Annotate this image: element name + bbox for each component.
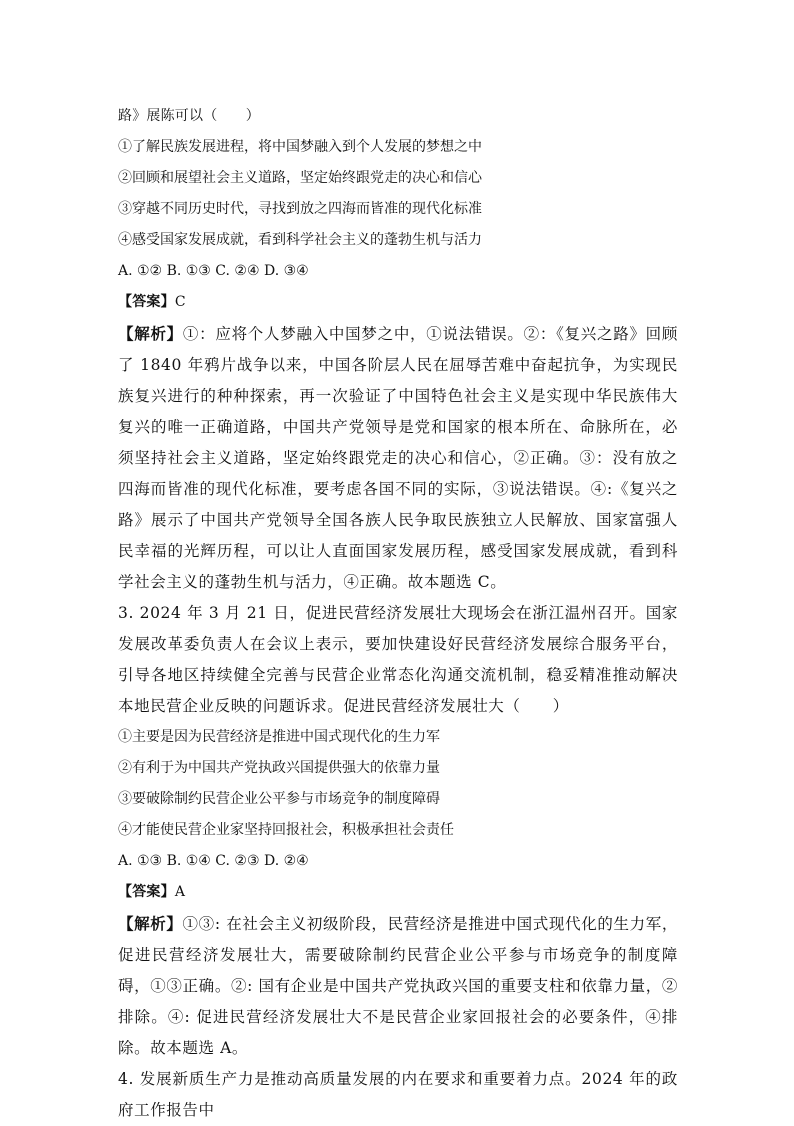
question-2-option-1: ①了解民族发展进程，将中国梦融入到个人发展的梦想之中	[118, 139, 482, 155]
question-2-option-2: ②回顾和展望社会主义道路，坚定始终跟党走的决心和信心	[118, 170, 482, 186]
question-3-analysis	[118, 908, 678, 1064]
question-3-stem: 3. 2024 年 3 月 21 日，促进民营经济发展壮大现场会在浙江温州召开。国家发展改革委负责人在会议上表示，要加快建设好民营经济发展综合服务平台，引导各地区持续健全完善与民营企业常态化沟通交流机制，稳妥精准推动解决本地民营企业反映的问题诉求。促进民营经济发展壮大（ ）	[118, 604, 678, 715]
question-3-option-3: ③要破除制约民营企业公平参与市场竞争的制度障碍	[118, 791, 440, 807]
question-4-stem: 4. 发展新质生产力是推动高质量发展的内在要求和重要着力点。2024 年的政府工作报告中	[118, 1070, 678, 1119]
question-2-option-3: ③穿越不同历史时代，寻找到放之四海而皆准的现代化标准	[118, 201, 482, 217]
question-3-answer	[118, 877, 678, 908]
analysis-label: 【解析】	[118, 914, 183, 933]
analysis-text: ①③: 在社会主义初级阶段，民营经济是推进中国式现代化的生力军，促进民营经济发展壮大，需要破除制约民营企业公平参与市场竞争的制度障碍，①③正确。②: 国有企业是中国共产党执政兴国的重要支柱和依靠力量，②排除。④: 促进民营经济发展壮大不是民营企业家回报社会的必要条件，④排除。故本题选 A。	[118, 915, 678, 1057]
page-content	[118, 101, 678, 1126]
answer-value: A	[174, 884, 186, 900]
question-3-option-4: ④才能使民营企业家坚持回报社会，积极承担社会责任	[118, 822, 454, 838]
answer-label: 【答案】	[118, 294, 175, 310]
analysis-text: ①：应将个人梦融入中国梦之中，①说法错误。②：《复兴之路》回顾了 1840 年鸦片战争以来，中国各阶层人民在屈辱苦难中奋起抗争，为实现民族复兴进行的种种探索，再一次验证了中国特色社会主义是实现中华民族伟大复兴的唯一正确道路，中国共产党领导是党和国家的根本所在、命脉所在，必须坚持社会主义道路，坚定始终跟党走的决心和信心，②正确。③：没有放之四海而皆准的现代化标准，要考虑各国不同的实际，③说法错误。④:《复兴之路》展示了中国共产党领导全国各族人民争取民族独立人民解放、国家富强人民幸福的光辉历程，可以让人直面国家发展历程，感受国家发展成就，看到科学社会主义的蓬勃生机与活力，④正确。故本题选 C。	[118, 325, 678, 591]
question-3-option-1: ①主要是因为民营经济是推进中国式现代化的生力军	[118, 729, 440, 745]
answer-value: C	[174, 294, 186, 310]
analysis-label: 【解析】	[118, 324, 183, 343]
question-2-analysis	[118, 318, 678, 598]
question-2-answer	[118, 287, 678, 318]
question-3-choices: A. ①③ B. ①④ C. ②③ D. ②④	[118, 853, 309, 869]
question-2-choices: A. ①② B. ①③ C. ②④ D. ③④	[118, 263, 309, 279]
question-3-option-2: ②有利于为中国共产党执政兴国提供强大的依靠力量	[118, 760, 440, 776]
question-2-stem-tail: 路》展陈可以（ ）	[118, 108, 260, 124]
answer-label: 【答案】	[118, 884, 175, 900]
question-2-option-4: ④感受国家发展成就，看到科学社会主义的蓬勃生机与活力	[118, 232, 482, 248]
